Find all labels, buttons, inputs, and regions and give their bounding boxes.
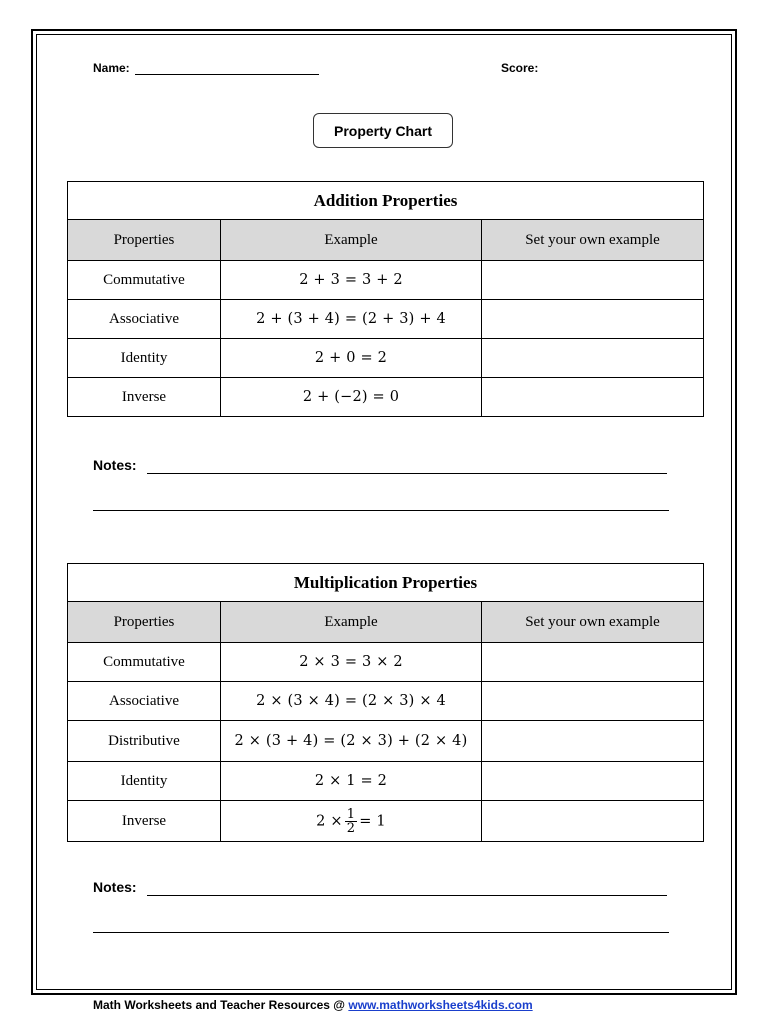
worksheet-inner-border [36, 34, 732, 990]
own-example-cell[interactable] [482, 261, 704, 300]
own-example-cell[interactable] [482, 643, 704, 682]
property-example: 2 + (−2) = 0 [221, 378, 482, 417]
fraction-denominator: 2 [346, 820, 356, 836]
property-name: Distributive [68, 721, 221, 762]
notes-label: Notes: [93, 879, 137, 895]
page-title: Property Chart [313, 113, 453, 148]
fraction-numerator: 1 [346, 806, 356, 822]
addition-properties-table [67, 181, 704, 417]
example-suffix: = 1 [359, 813, 386, 829]
property-example: 2 × 3 = 3 × 2 [221, 643, 482, 682]
property-example: 2 + 0 = 2 [221, 339, 482, 378]
column-header-own-example: Set your own example [482, 602, 704, 643]
notes-line[interactable] [93, 510, 669, 511]
property-example: 2 × (3 × 4) = (2 × 3) × 4 [221, 682, 482, 721]
own-example-cell[interactable] [482, 682, 704, 721]
score-label: Score: [501, 61, 539, 75]
notes-line[interactable] [147, 895, 667, 896]
property-name: Inverse [68, 378, 221, 417]
fraction [345, 808, 357, 835]
notes-line[interactable] [147, 473, 667, 474]
example-prefix: 2 × [316, 813, 343, 829]
property-name: Associative [68, 300, 221, 339]
own-example-cell[interactable] [482, 300, 704, 339]
property-name: Identity [68, 339, 221, 378]
property-name: Associative [68, 682, 221, 721]
multiplication-table-title: Multiplication Properties [68, 564, 704, 602]
column-header-own-example: Set your own example [482, 220, 704, 261]
name-line [135, 74, 319, 75]
addition-table-title: Addition Properties [68, 182, 704, 220]
own-example-cell[interactable] [482, 721, 704, 762]
multiplication-properties-table [67, 563, 704, 842]
property-example: 2 × 1 = 2 [221, 762, 482, 801]
property-name: Commutative [68, 643, 221, 682]
column-header-properties: Properties [68, 220, 221, 261]
column-header-properties: Properties [68, 602, 221, 643]
name-label: Name: [93, 61, 130, 75]
property-example [221, 801, 482, 842]
notes-line[interactable] [93, 932, 669, 933]
own-example-cell[interactable] [482, 762, 704, 801]
property-example: 2 × (3 + 4) = (2 × 3) + (2 × 4) [221, 721, 482, 762]
column-header-example: Example [221, 220, 482, 261]
property-example: 2 + (3 + 4) = (2 + 3) + 4 [221, 300, 482, 339]
property-example: 2 + 3 = 3 + 2 [221, 261, 482, 300]
own-example-cell[interactable] [482, 378, 704, 417]
property-name: Commutative [68, 261, 221, 300]
own-example-cell[interactable] [482, 801, 704, 842]
footer [93, 998, 533, 1012]
own-example-cell[interactable] [482, 339, 704, 378]
property-name: Identity [68, 762, 221, 801]
property-name: Inverse [68, 801, 221, 842]
footer-link[interactable]: www.mathworksheets4kids.com [348, 998, 533, 1012]
column-header-example: Example [221, 602, 482, 643]
footer-text: Math Worksheets and Teacher Resources @ [93, 998, 346, 1012]
notes-label: Notes: [93, 457, 137, 473]
